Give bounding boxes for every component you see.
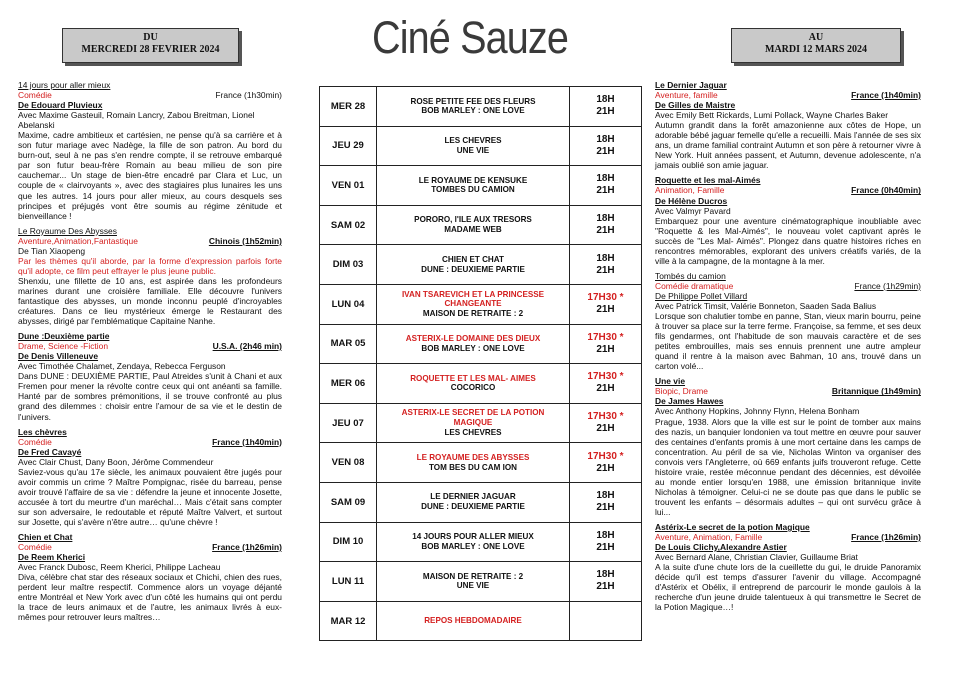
- schedule-film-title: DUNE : DEUXIEME PARTIE: [421, 264, 525, 274]
- film-genre: Drame, Science -Fiction: [18, 341, 109, 352]
- schedule-film-title: PORORO, l'ILE AUX TRESORS: [414, 215, 532, 225]
- schedule-table: [319, 86, 642, 641]
- schedule-time: 21H: [596, 383, 615, 395]
- film-title: Le Royaume Des Abysses: [18, 225, 117, 236]
- film-director: De Denis Villeneuve: [18, 351, 99, 362]
- schedule-day: JEU 07: [320, 403, 377, 443]
- film-country: France (1h30min): [215, 90, 282, 101]
- schedule-row: [320, 87, 642, 127]
- schedule-films: [377, 403, 570, 443]
- film-title: Astérix-Le secret de la potion Magique: [655, 521, 810, 532]
- film-country: France (1h29min): [854, 280, 921, 291]
- schedule-time: 21H: [596, 145, 615, 157]
- schedule-day: DIM 03: [320, 245, 377, 285]
- schedule-times: [570, 324, 642, 364]
- schedule-film-title: IVAN TSAREVICH ET LA PRINCESSE: [401, 289, 545, 299]
- schedule-time: 18H: [596, 173, 615, 185]
- film-genre: Aventure,Animation,Fantastique: [18, 235, 138, 246]
- schedule-times: [570, 403, 642, 443]
- film-cast: Avec Anthony Hopkins, Johnny Flynn, Helena Bonham: [655, 406, 860, 417]
- film-genre: Aventure, famille: [655, 90, 718, 101]
- schedule-time: 17H30 *: [587, 331, 624, 343]
- film-entry: [655, 522, 921, 612]
- schedule-time: 17H30 *: [587, 450, 624, 462]
- film-genre: Aventure, Animation, Famille: [655, 532, 763, 543]
- schedule-row: [320, 522, 642, 562]
- schedule-film-title: COCORICO: [450, 383, 496, 393]
- film-director: De Philippe Pollet Villard: [655, 290, 748, 301]
- schedule-day: MAR 05: [320, 324, 377, 364]
- film-entry: [18, 226, 282, 326]
- schedule-film-title: ROSE PETITE FEE DES FLEURS: [410, 96, 536, 106]
- film-country: France (1h26min): [212, 542, 282, 553]
- film-cast: Avec Bernard Alane, Christian Clavier, Guillaume Briat: [655, 552, 858, 563]
- film-title: 14 jours pour aller mieux: [18, 80, 111, 90]
- schedule-time: 21H: [596, 106, 615, 118]
- film-cast: Avec Valmyr Pavard: [655, 205, 731, 216]
- schedule-time: 21H: [596, 225, 615, 237]
- film-entry: [18, 532, 282, 622]
- schedule-row: [320, 403, 642, 443]
- schedule-films: [377, 522, 570, 562]
- schedule-time: 21H: [596, 581, 615, 593]
- film-title: Roquette et les mal-Aimés: [655, 175, 761, 186]
- schedule-day: SAM 02: [320, 205, 377, 245]
- schedule-day: VEN 08: [320, 443, 377, 483]
- film-genre: Animation, Famille: [655, 185, 725, 196]
- film-genre: Comédie: [18, 90, 52, 101]
- schedule-time: 21H: [596, 502, 615, 514]
- schedule-film-title: BOB MARLEY : ONE LOVE: [421, 541, 525, 551]
- film-director: De Gilles de Maistre: [655, 100, 736, 111]
- schedule-film-title: LE ROYAUME DES ABYSSES: [416, 452, 530, 462]
- schedule-row: [320, 284, 642, 324]
- schedule-time: 21H: [596, 343, 615, 355]
- film-entry: [655, 271, 921, 371]
- film-genre: Comédie dramatique: [655, 280, 734, 291]
- schedule-times: [570, 87, 642, 127]
- schedule-film-title: ASTERIX-LE DOMAINE DES DIEUX: [405, 334, 541, 344]
- schedule-films: [377, 601, 570, 641]
- schedule-row: [320, 482, 642, 522]
- schedule-times: [570, 245, 642, 285]
- schedule-times: [570, 205, 642, 245]
- schedule-time: 18H: [596, 213, 615, 225]
- schedule-day: MER 28: [320, 87, 377, 127]
- schedule-film-title: BOB MARLEY : ONE LOVE: [421, 106, 525, 116]
- schedule-time: 21H: [596, 423, 615, 435]
- film-cast: Avec Maxime Gasteuil, Romain Lancry, Zabou Breitman, Lionel Abelanski: [18, 110, 255, 131]
- schedule-row: [320, 126, 642, 166]
- schedule-film-title: MAISON DE RETRAITE : 2: [422, 309, 524, 319]
- date-from-label: DU: [143, 32, 158, 43]
- schedule-films: [377, 324, 570, 364]
- film-entry: [18, 80, 282, 221]
- film-director: De Reem Kherici: [18, 552, 86, 563]
- schedule-film-title: UNE VIE: [456, 581, 490, 591]
- schedule-time: 18H: [596, 133, 615, 145]
- film-director: De Tian Xiaopeng: [18, 245, 86, 256]
- film-warning: Par les thèmes qu'il aborde, par la forme d'expression parfois forte qu'il adopte, ce film peut effrayer le plus jeune public.: [18, 255, 282, 276]
- schedule-films: [377, 126, 570, 166]
- schedule-films: [377, 364, 570, 404]
- film-synopsis: Maxime, cadre ambitieux et cartésien, ne pense qu'à sa carrière et à son futur mariage avec Nadège, la fille de son patron. Au bord du burn-out, seul à ne pas s'en rendre compte, il se retrouve embarqué par son futur beau-frère Romain au beau milieu de son pire cauchemar... Un stage de bien-être encadré par Clara et Luc, un couple de « clairvoyants », avec des stagiaires plus lunaires les uns que les autres. 14 jours pour aller mieux, au cours desquels ses principes et préjugés vont être soumis au régime zénitude et bienveillance !: [18, 130, 282, 221]
- film-genre: Biopic, Drame: [655, 386, 708, 397]
- film-entry: [18, 427, 282, 527]
- schedule-row: [320, 562, 642, 602]
- page-title: Ciné Sauze: [372, 12, 568, 63]
- schedule-film-title: MADAME WEB: [444, 225, 502, 235]
- schedule-film-title: DUNE : DEUXIEME PARTIE: [421, 502, 525, 512]
- film-synopsis: Embarquez pour une aventure cinématographique inoubliable avec "Roquette & les Mal-Aimés", le nouveau volet captivant après le succès de "Les Mal- Aimés". Plongez dans quatre histoires riches en rencontres mémorables, explorant des univers créatifs variés, de la ville à la campagne, de la montagne à la mer.: [655, 215, 921, 266]
- film-synopsis: Lorsque son chalutier tombe en panne, Stan, vieux marin bourru, peine à trouver sa place sur la terre ferme. Françoise, sa femme, et ses deux fils gendarmes, ont l'habitude de son mauvais caractère et de ses petites embrouilles, mais ses ennuis prennent une autre ampleur quand il rentre à la maison avec Bahman, 10 ans, trouvé dans un carton volé...: [655, 311, 921, 372]
- film-synopsis: Diva, célèbre chat star des réseaux sociaux et Chichi, chien des rues, perdent leur maître respectif. Commence alors un voyage déjanté entre Montréal et New York avec d'un côté les humains qui ont perdu la trace de leurs animaux et de l'autre, les animaux livrés à eux-mêmes pour retrouver leurs maîtres…: [18, 572, 282, 623]
- schedule-time: 17H30 *: [587, 292, 624, 304]
- schedule-row: [320, 166, 642, 206]
- schedule-time: 21H: [596, 541, 615, 553]
- schedule-time: 18H: [596, 529, 615, 541]
- schedule-times: [570, 482, 642, 522]
- film-synopsis: Saviez-vous qu'au 17e siècle, les animaux pouvaient être jugés pour avoir commis un crime ? Maître Pompignac, risée du barreau, pense avoir trouvé l'affaire de sa vie : défendre la jeune et innocente Josette, accusée à tort du meurtre d'un maréchal… Mais c'était sans compter sur son adversaire, le redoutable et réputé Maître Valvert, et surtout sur Josette, qui s'avère n'être autre… qu'une chèvre !: [18, 466, 282, 527]
- schedule-time: 18H: [596, 569, 615, 581]
- schedule-time: 17H30 *: [587, 411, 624, 423]
- film-country: Britannique (1h49min): [831, 386, 921, 397]
- schedule-time: 21H: [596, 264, 615, 276]
- schedule-films: [377, 562, 570, 602]
- schedule-day: DIM 10: [320, 522, 377, 562]
- schedule-row: [320, 601, 642, 641]
- film-genre: Comédie: [18, 542, 52, 553]
- date-to-label: AU: [808, 32, 824, 43]
- schedule-time: 17H30 *: [587, 371, 624, 383]
- schedule-films: [377, 245, 570, 285]
- schedule-film-title: 14 JOURS POUR ALLER MIEUX: [412, 532, 534, 542]
- film-cast: Avec Franck Dubosc, Reem Kherici, Philippe Lacheau: [18, 562, 221, 573]
- schedule-row: [320, 324, 642, 364]
- schedule-times: [570, 562, 642, 602]
- date-from-box: [62, 28, 239, 63]
- schedule-row: [320, 443, 642, 483]
- schedule-film-title: ASTERIX-LE SECRET DE LA POTION: [401, 408, 545, 418]
- schedule-films: [377, 443, 570, 483]
- schedule-time: 18H: [596, 94, 615, 106]
- schedule-times: [570, 522, 642, 562]
- film-director: De Hélène Ducros: [655, 195, 728, 206]
- film-country: France (0h40min): [851, 185, 921, 196]
- film-entry: [655, 376, 921, 517]
- film-cast: Avec Clair Chust, Dany Boon, Jérôme Commendeur: [18, 456, 214, 467]
- schedule-times: [570, 126, 642, 166]
- schedule-film-title: LES CHEVRES: [444, 136, 502, 146]
- film-entry: [655, 80, 921, 170]
- schedule-films: [377, 482, 570, 522]
- schedule-times: [570, 166, 642, 206]
- schedule-times: [570, 443, 642, 483]
- film-title: Les chèvres: [18, 426, 67, 437]
- schedule-film-title: BOB MARLEY : ONE LOVE: [421, 343, 525, 353]
- schedule-films: [377, 87, 570, 127]
- film-cast: Avec Timothée Chalamet, Zendaya, Rebecca Ferguson: [18, 361, 226, 372]
- film-title: Dune :Deuxième partie: [18, 331, 110, 342]
- schedule-time: 21H: [596, 462, 615, 474]
- schedule-film-title: CHANGEANTE: [444, 299, 502, 309]
- film-entry: [18, 331, 282, 421]
- schedule-times: [570, 364, 642, 404]
- schedule-times: [570, 601, 642, 641]
- film-director: De Louis Clichy,Alexandre Astier: [655, 542, 787, 553]
- film-country: France (1h40min): [851, 90, 921, 101]
- schedule-time: 18H: [596, 490, 615, 502]
- schedule-film-title: TOMBES DU CAMION: [431, 185, 515, 195]
- film-synopsis: Dans DUNE : DEUXIÈME PARTIE, Paul Atreides s'unit à Chani et aux Fremen pour mener la révolte contre ceux qui ont anéanti sa famille. Hanté par de sombres prémonitions, il se trouve confronté au plus grand des dilemmes : choisir entre l'amour de sa vie et le destin de l'univers.: [18, 371, 282, 422]
- right-film-list: [655, 80, 921, 617]
- schedule-row: [320, 205, 642, 245]
- film-genre: Comédie: [18, 436, 52, 447]
- left-film-list: [18, 80, 282, 627]
- schedule-films: [377, 284, 570, 324]
- film-country: France (1h40min): [212, 436, 282, 447]
- schedule-film-title: CHIEN ET CHAT: [442, 254, 504, 264]
- schedule-day: SAM 09: [320, 482, 377, 522]
- film-synopsis: Prague, 1938. Alors que la ville est sur le point de tomber aux mains des nazis, un banquier londonien va tout mettre en œuvre pour sauver des centaines d'enfants promis à une mort certaine dans les camps de concentration. Au péril de sa vie, Nicholas Winton va organiser des convois vers l'Angleterre, où 669 enfants juifs trouveront refuge. Cette histoire vraie, restée méconnue pendant des décennies, est dévoilée au monde entier lorsqu'en 1988, une émission britannique invite Nicholas à témoigner. Celui-ci ne se doute pas que dans le public se trouvent les enfants – désormais adultes – qui ont survécu grâce à lui...: [655, 416, 921, 517]
- schedule-day: MER 06: [320, 364, 377, 404]
- film-synopsis: Shenxiu, une fillette de 10 ans, est aspirée dans les profondeurs marines durant une croisière familiale. Elle découvre l'univers fantastique des abysses, un monde inconnu peuplé d'incroyables créatures. Dans ce lieu mystérieux émerge le Restaurant des abysses, dirigé par l'emblématique Capitaine Nanhe.: [18, 275, 282, 327]
- film-country: France (1h26min): [851, 532, 921, 543]
- film-director: De Fred Cavayé: [18, 446, 82, 457]
- film-title: Une vie: [655, 376, 686, 387]
- schedule-time: 18H: [596, 252, 615, 264]
- film-synopsis: Autumn grandit dans la forêt amazonienne aux côtes de Hope, un adorable bébé jaguar femelle qu'elle a recueilli. Mais l'année de ses six ans, un drame familial contraint Autumn et son père à retourner vivre à New York. Huit années passent, et Autumn, devenue adolescente, n'a jamais oublié son amie jaguar.: [655, 120, 921, 171]
- film-entry: [655, 175, 921, 265]
- film-title: Chien et Chat: [18, 532, 73, 543]
- film-country: U.S.A. (2h46 min): [212, 341, 282, 352]
- film-synopsis: A la suite d'une chute lors de la cueillette du gui, le druide Panoramix décide qu'il est temps d'assurer l'avenir du village. Accompagné d'Astérix et Obélix, il entreprend de parcourir le monde gaulois à la recherche d'un jeune druide talentueux à qui transmettre le Secret de la Potion Magique…!: [655, 562, 921, 613]
- schedule-day: LUN 11: [320, 562, 377, 602]
- schedule-row: [320, 364, 642, 404]
- schedule-film-title: UNE VIE: [456, 145, 490, 155]
- film-director: De James Hawes: [655, 396, 724, 407]
- schedule-time: 21H: [596, 304, 615, 316]
- schedule-films: [377, 166, 570, 206]
- schedule-day: MAR 12: [320, 601, 377, 641]
- schedule-row: [320, 245, 642, 285]
- schedule-film-title: ROQUETTE ET LES MAL- AIMES: [410, 373, 536, 383]
- schedule-day: LUN 04: [320, 284, 377, 324]
- schedule-day: VEN 01: [320, 166, 377, 206]
- schedule-film-title: MAGIQUE: [453, 418, 493, 428]
- schedule-day: JEU 29: [320, 126, 377, 166]
- date-to-value: MARDI 12 MARS 2024: [765, 44, 867, 55]
- film-title: Tombés du camion: [655, 270, 726, 281]
- schedule-film-title: LES CHEVRES: [444, 427, 502, 437]
- film-country: Chinois (1h52min): [208, 235, 282, 246]
- schedule-film-title: LE DERNIER JAGUAR: [430, 492, 516, 502]
- schedule-time: 21H: [596, 185, 615, 197]
- date-from-value: MERCREDI 28 FEVRIER 2024: [81, 44, 220, 55]
- film-cast: Avec Patrick Timsit, Valérie Bonneton, Saaden Sada Balius: [655, 300, 877, 311]
- schedule-times: [570, 284, 642, 324]
- film-director: De Edouard Pluvieux: [18, 100, 103, 111]
- date-to-box: [731, 28, 901, 63]
- schedule-films: [377, 205, 570, 245]
- film-title: Le Dernier Jaguar: [655, 80, 727, 90]
- schedule-film-title: REPOS HEBDOMADAIRE: [424, 616, 522, 626]
- schedule-film-title: LE ROYAUME DE KENSUKE: [418, 175, 528, 185]
- film-cast: Avec Emily Bett Rickards, Lumi Pollack, Wayne Charles Baker: [655, 110, 889, 121]
- schedule-film-title: TOM BES DU CAM ION: [429, 462, 517, 472]
- schedule-film-title: MAISON DE RETRAITE : 2: [422, 571, 524, 581]
